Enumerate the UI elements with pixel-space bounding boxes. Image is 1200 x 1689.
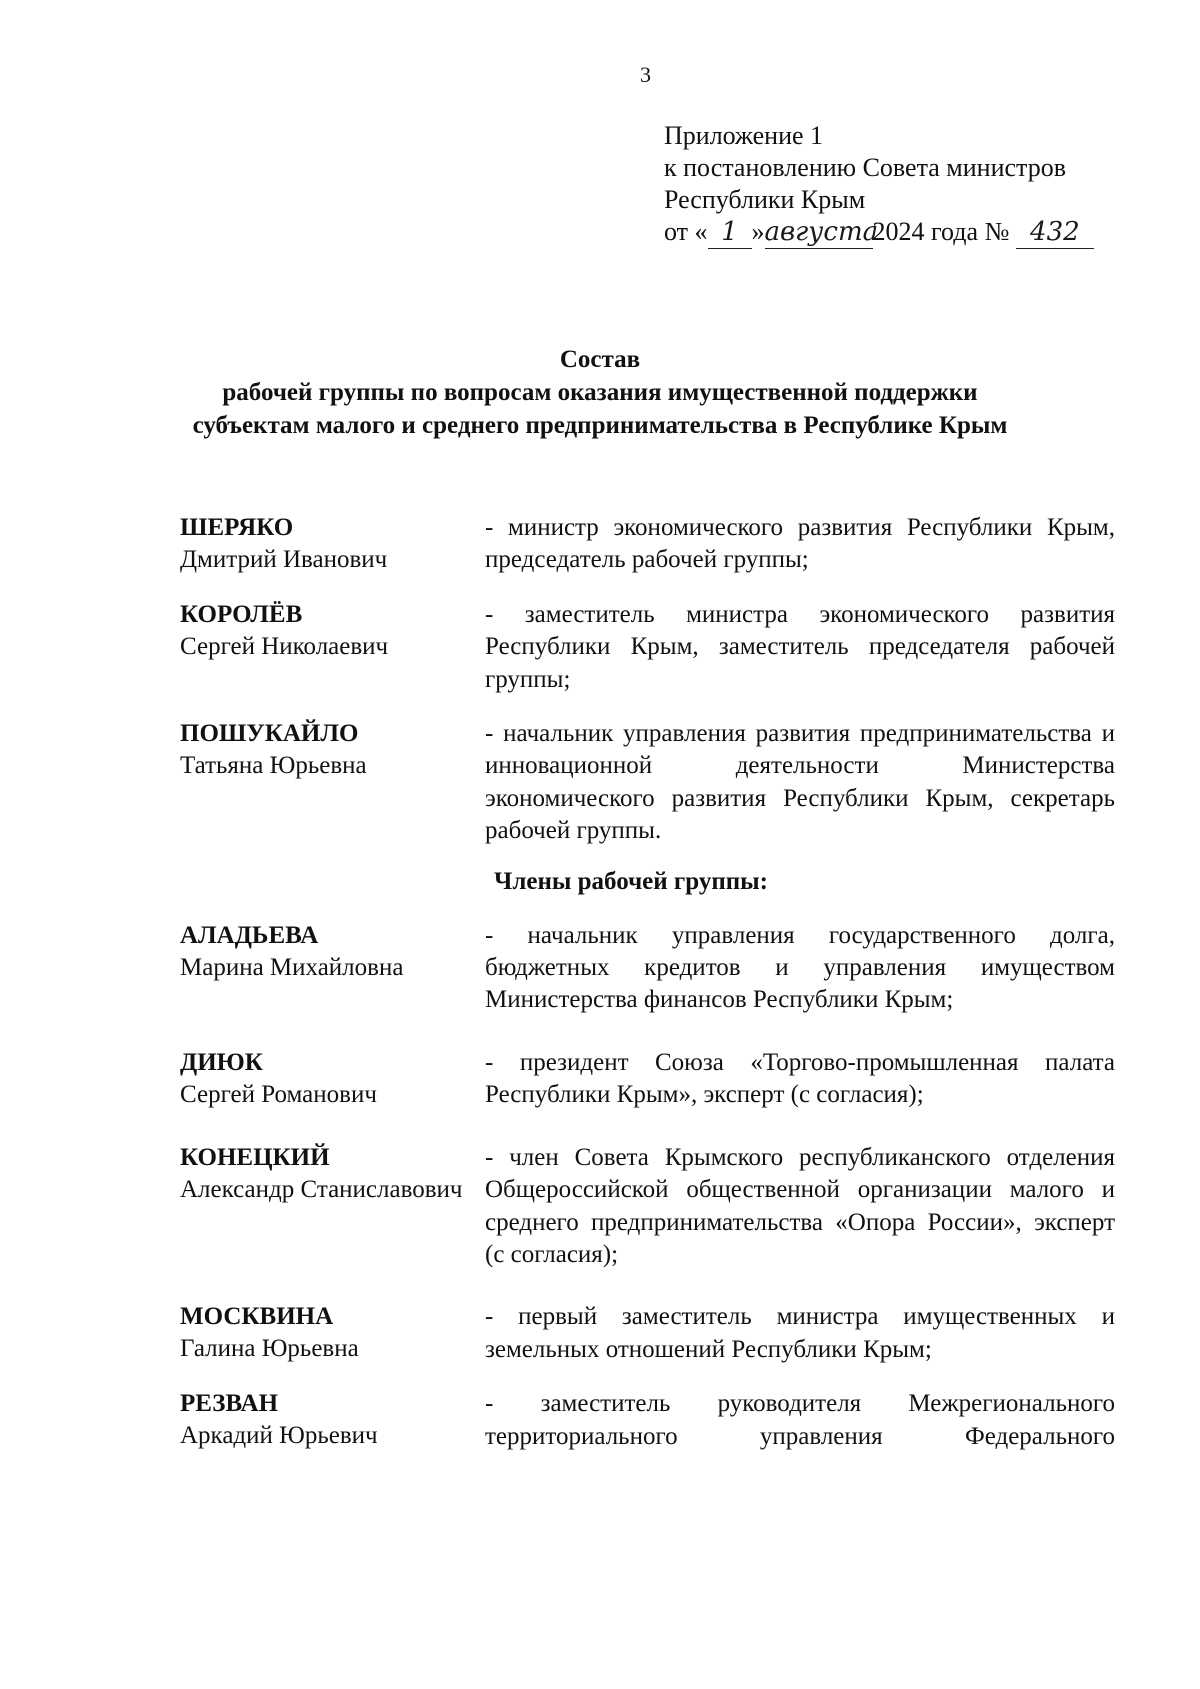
member-name [180,1388,485,1452]
title-line-3: субъектам малого и среднего предпринимательства в Республике Крым [192,412,1008,439]
appendix-title: Приложение 1 [664,121,824,150]
date-prefix: от « [664,217,708,246]
appendix-republic-line: Республики Крым [664,185,866,214]
member-surname: КОНЕЦКИЙ [180,1143,330,1171]
member-name [180,920,485,984]
member-role: - начальник управления государственного долга, бюджетных кредитов и управления имуществом Министерства финансов Республики Крым; [485,921,1115,1014]
member-given-name: Татьяна Юрьевна [180,752,367,780]
member-entry [180,599,1116,696]
member-name [180,1301,485,1365]
member-role: - первый заместитель министра имущественных и земельных отношений Республики Крым; [485,1303,1115,1363]
member-surname: ПОШУКАЙЛО [180,720,359,748]
member-role: - заместитель руководителя Межрегионального территориального управления Федерального [485,1390,1115,1450]
member-given-name: Марина Михайловна [180,953,404,981]
date-separator: » [751,217,765,246]
title-line-1: Состав [559,346,641,373]
handwritten-day: 1 [708,216,752,249]
member-name [180,512,485,576]
title-line-2: рабочей группы по вопросам оказания имущественной поддержки [222,379,978,406]
member-role: - президент Союза «Торгово-промышленная палата Республики Крым», эксперт (с согласия); [485,1048,1115,1109]
member-entry [180,1388,1116,1453]
member-name [180,718,485,782]
member-entry [180,1047,1116,1112]
member-surname: ДИЮК [180,1048,263,1076]
page-number: 3 [640,62,651,87]
members-heading: Члены рабочей группы: [494,867,768,895]
member-role: - начальник управления развития предпринимательства и инновационной деятельности Министерства экономического развития Республики Крым, секретарь рабочей группы. [485,720,1115,845]
member-surname: КОРОЛЁВ [180,600,303,628]
member-entry [180,1301,1116,1366]
handwritten-month: августа [764,217,879,247]
member-given-name: Сергей Романович [180,1080,377,1108]
appendix-resolution-line: к постановлению Совета министров [664,153,1066,182]
member-name [180,1142,485,1206]
member-given-name: Александр Станиславович [180,1175,463,1203]
member-entry [180,920,1116,1017]
member-entry [180,718,1116,848]
member-name [180,1047,485,1111]
appendix-date-line [664,216,1094,249]
member-given-name: Сергей Николаевич [180,632,389,660]
member-given-name: Галина Юрьевна [180,1335,359,1363]
appendix-header [664,120,1094,249]
member-given-name: Дмитрий Иванович [180,546,388,573]
document-title [0,343,1200,442]
date-year: 2024 года № [872,217,1010,246]
member-role: - заместитель министра экономического развития Республики Крым, заместитель председателя рабочей группы; [485,600,1115,693]
handwritten-doc-number: 432 [1016,216,1094,249]
member-role: - член Совета Крымского республиканского отделения Общероссийской общественной организации малого и среднего предпринимательства «Опора России», эксперт (с согласия); [485,1143,1115,1268]
member-role: - министр экономического развития Республики Крым, председатель рабочей группы; [485,514,1115,574]
member-surname: АЛАДЬЕВА [180,921,319,949]
member-list [180,512,1116,1453]
member-surname: РЕЗВАН [180,1390,279,1418]
member-name [180,599,485,663]
member-entry [180,512,1116,577]
member-entry [180,1142,1116,1272]
member-surname: ШЕРЯКО [180,514,294,541]
member-given-name: Аркадий Юрьевич [180,1422,378,1450]
member-surname: МОСКВИНА [180,1303,334,1331]
